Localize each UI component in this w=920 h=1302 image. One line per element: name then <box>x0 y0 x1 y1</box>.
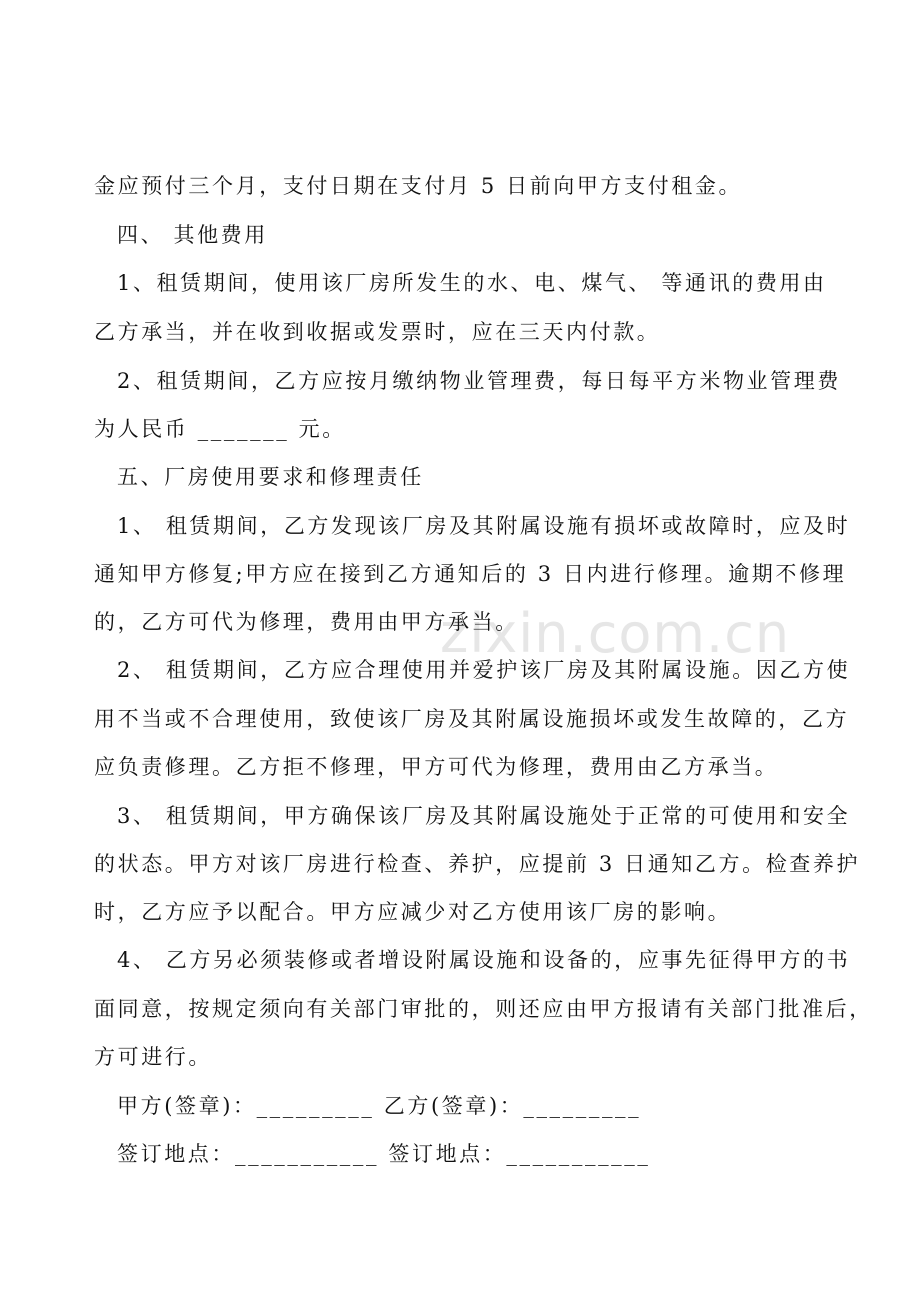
paragraph-line: 为人民币 _______ 元。 <box>94 417 346 441</box>
paragraph-line: 4、 乙方另必须装修或者增设附属设施和设备的，应事先征得甲方的书 <box>117 948 851 972</box>
watermark: zixin.com.cn <box>440 602 791 665</box>
signing-place-line: 签订地点：___________ 签订地点：___________ <box>117 1142 651 1166</box>
paragraph-line: 1、租赁期间，使用该厂房所发生的水、电、煤气、 等通讯的费用由 <box>117 271 827 295</box>
paragraph-line: 的状态。甲方对该厂房进行检查、养护，应提前 3 日通知乙方。检查养护 <box>94 852 861 876</box>
paragraph-line: 的，乙方可代为修理，费用由甲方承当。 <box>94 610 519 634</box>
paragraph-line: 3、 租赁期间，甲方确保该厂房及其附属设施处于正常的可使用和安全 <box>117 804 851 828</box>
paragraph-line: 2、 租赁期间，乙方应合理使用并爱护该厂房及其附属设施。因乙方使 <box>117 658 851 682</box>
paragraph-line: 金应预付三个月，支付日期在支付月 5 日前向甲方支付租金。 <box>94 174 743 198</box>
section-heading-usage-repair: 五、厂房使用要求和修理责任 <box>117 465 424 489</box>
paragraph-line: 方可进行。 <box>94 1045 212 1069</box>
paragraph-line: 通知甲方修复;甲方应在接到乙方通知后的 3 日内进行修理。逾期不修理 <box>94 562 847 586</box>
paragraph-line: 乙方承当，并在收到收据或发票时，应在三天内付款。 <box>94 320 661 344</box>
paragraph-line: 时，乙方应予以配合。甲方应减少对乙方使用该厂房的影响。 <box>94 900 732 924</box>
section-heading-other-fees: 四、 其他费用 <box>117 223 268 247</box>
paragraph-line: 1、 租赁期间，乙方发现该厂房及其附属设施有损坏或故障时，应及时 <box>117 514 851 538</box>
paragraph-line: 用不当或不合理使用，致使该厂房及其附属设施损坏或发生故障的，乙方 <box>94 707 850 731</box>
paragraph-line: 2、租赁期间，乙方应按月缴纳物业管理费，每日每平方米物业管理费 <box>117 369 841 393</box>
paragraph-line: 面同意，按规定须向有关部门审批的，则还应由甲方报请有关部门批准后， <box>94 997 873 1021</box>
signature-line: 甲方(签章)：_________ 乙方(签章)：_________ <box>117 1094 642 1118</box>
paragraph-line: 应负责修理。乙方拒不修理，甲方可代为修理，费用由乙方承当。 <box>94 755 779 779</box>
